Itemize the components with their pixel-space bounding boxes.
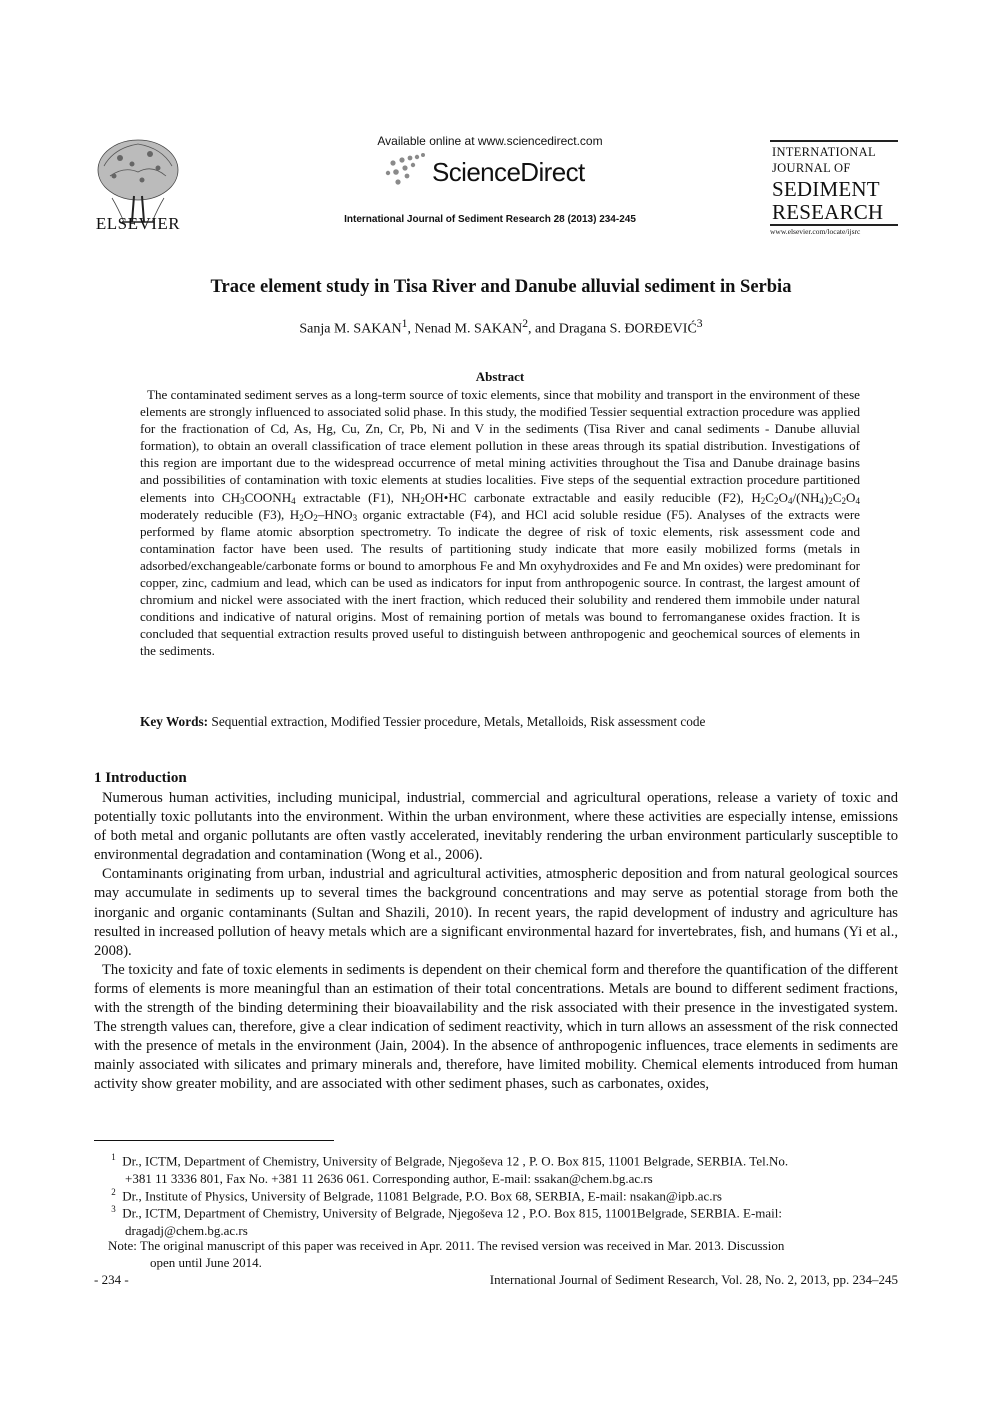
journal-logo-top-rule [770, 140, 898, 142]
keywords-list: Sequential extraction, Modified Tessier procedure, Metals, Metalloids, Risk assessment code [208, 714, 706, 729]
author-1-affil: 1 [401, 317, 408, 330]
manuscript-note: Note: The original manuscript of this paper was received in Apr. 2011. The revised version was received in Mar. 2013. Discussion open until June 2014. [108, 1238, 785, 1271]
author-2: , Nenad M. SAKAN [407, 321, 523, 337]
section-heading-introduction: 1 Introduction [94, 770, 187, 786]
introduction-body [94, 789, 898, 1095]
footer-journal-reference: International Journal of Sediment Research, Vol. 28, No. 2, 2013, pp. 234–245 [489, 1272, 898, 1287]
footnote-1: $^1$ Dr., ICTM, Department of Chemistry, University of Belgrade, Njegoševa 12 , P. O. Box 815, 11001 Belgrade, SERBIA. Tel.No. +381 11 3336 801, Fax No. +381 11 2636 061. Corresponding author, E-mail: ssakan@chem.bg.ac.rs [111, 1152, 789, 1186]
footnote-3: $^3$ Dr., ICTM, Department of Chemistry, University of Belgrade, Njegoševa 12 , P.O. Box 815, 11001Belgrade, SERBIA. E-mail: dragadj@chem.bg.ac.rs [111, 1204, 783, 1238]
author-list [60, 317, 942, 338]
footnote-1-mark: 1 [111, 1152, 116, 1162]
sciencedirect-logo-text: ScienceDirect [432, 157, 585, 187]
intro-paragraph-3: The toxicity and fate of toxic elements in sediments is dependent on their chemical form and therefore the quantification of the different forms of elements is more meaningful than an estimation of their total concentrations. Metals are bound to different sediment fractions, with the strength of the binding determining their bioavailability and the risk associated with their presence in the investigated system. The strength values can, therefore, give a clear indication of sediment reactivity, which in turn allows an assessment of the risk connected with the presence of metals in the environment (Jain, 2004). In the absence of anthropogenic influences, trace elements in sediments are mainly associated with silicates and primary minerals and, therefore, have limited mobility. Chemical elements introduced from human activity show greater mobility, and are associated with other sediment phases, such as carbonates, oxides, [94, 961, 898, 1093]
journal-logo-line2: JOURNAL OF [772, 161, 851, 175]
page-number: - 234 - [94, 1272, 129, 1287]
intro-paragraph-1: Numerous human activities, including municipal, industrial, commercial and agricultural operations, release a variety of toxic and potentially toxic pollutants into the environment. Within the urban environment, where these activities are especially intense, emissions of both metal and organic pollutants are often vastly accelerated, inevitably rendering the urban environment particularly susceptible to environmental degradation and contamination (Wong et al., 2006). [94, 790, 898, 864]
author-3-affil: 3 [696, 317, 703, 330]
abstract-text: The contaminated sediment serves as a long-term source of toxic elements, since that mobility and transport in the environment of these elements are strongly influenced to associated solid phase. In this study, the modified Tessier sequential extraction procedure was applied for the fractionation of Cd, As, Hg, Cu, Zn, Cr, Pb, Ni and V in the sediments (Tisa River and canal sediments - Danube alluvial formation), to obtain an overall classification of trace element pollution in these areas through its spatial distribution. Investigations of this region are important due to the widespread occurrence of metal mining activities throughout the Tisa and Danube drainage basins and possibilities of contamination with toxic elements at studies localities. Five steps of the sequential extraction procedure partitioned elements into $CH_3COONH_4$ extractable (F1), $NH_2OH•HC$ carbonate extractable and easily reducible (F2), $H_2C_2O_4/(NH_4)_2C_2O_4$ moderately reducible (F3), $H_2O_2-HNO_3$ organic extractable (F4), and HCl acid soluble residue (F5). Analyses of the extracts were performed by flame atomic absorption spectrometry. To indicate the degree of risk of toxic elements, risk assessment code and contamination factor have been used. The results of partitioning study indicate that more easily mobilized forms (metals in adsorbed/exchangeable/carbonate forms or bound to amorphous Fe and Mn oxyhydroxides and Fe and Mn oxides) were predominant for copper, zinc, cadmium and lead, which can be used as indicators for input from anthropogenic source. In contrast, the largest amount of chromium and nickel were associated with the inert fraction, which reduced their solubility and rendered them immobile under natural conditions and indicative of natural origins. Most of remaining portion of metals was bound to ferromanganese oxides fraction. It is concluded that sequential extraction results proved useful to distinguish between anthropogenic and geochemical sources of elements in the sediments. [140, 387, 860, 659]
footnote-2: $^2$ Dr., Institute of Physics, University of Belgrade, 11081 Belgrade, P.O. Box 68, SERBIA, E-mail: nsakan@ipb.ac.rs [111, 1187, 722, 1204]
journal-reference: International Journal of Sediment Research 28 (2013) 234-245 [344, 214, 636, 225]
sciencedirect-dots-icon [383, 152, 429, 188]
footnote-3-mark: 3 [111, 1204, 116, 1214]
article-title: Trace element study in Tisa River and Danube alluvial sediment in Serbia [210, 277, 792, 297]
journal-url[interactable]: www.elsevier.com/locate/ijsrc [770, 227, 861, 236]
available-online-text: Available online at www.sciencedirect.com [377, 134, 603, 148]
footnote-rule [94, 1140, 334, 1141]
keywords-label: Key Words: [140, 714, 209, 729]
abstract-heading: Abstract [475, 369, 525, 384]
author-2-affil: 2 [522, 317, 529, 330]
journal-logo-line4: RESEARCH [772, 200, 884, 224]
journal-logo-line3: SEDIMENT [772, 177, 880, 201]
publisher-name: ELSEVIER [95, 214, 181, 233]
author-1: Sanja M. SAKAN [299, 321, 402, 337]
intro-paragraph-2: Contaminants originating from urban, industrial and agricultural activities, atmospheric deposition and from natural geological sources may accumulate in sediments up to several times the background concentrations and may serve as potential storage from both the inorganic and organic contaminants (Sultan and Shazili, 2010). In recent years, the rapid development of industry and agriculture has resulted in increased pollution of heavy metals which are a significant environmental hazard for invertebrates, fish, and humans (Yi et al., 2008). [94, 866, 898, 959]
journal-logo-line1: INTERNATIONAL [772, 145, 876, 159]
journal-logo-bottom-rule [770, 224, 898, 226]
footnote-2-mark: 2 [111, 1187, 116, 1197]
keywords [140, 714, 880, 730]
author-3: , and Dragana S. ĐORĐEVIĆ [528, 321, 697, 337]
